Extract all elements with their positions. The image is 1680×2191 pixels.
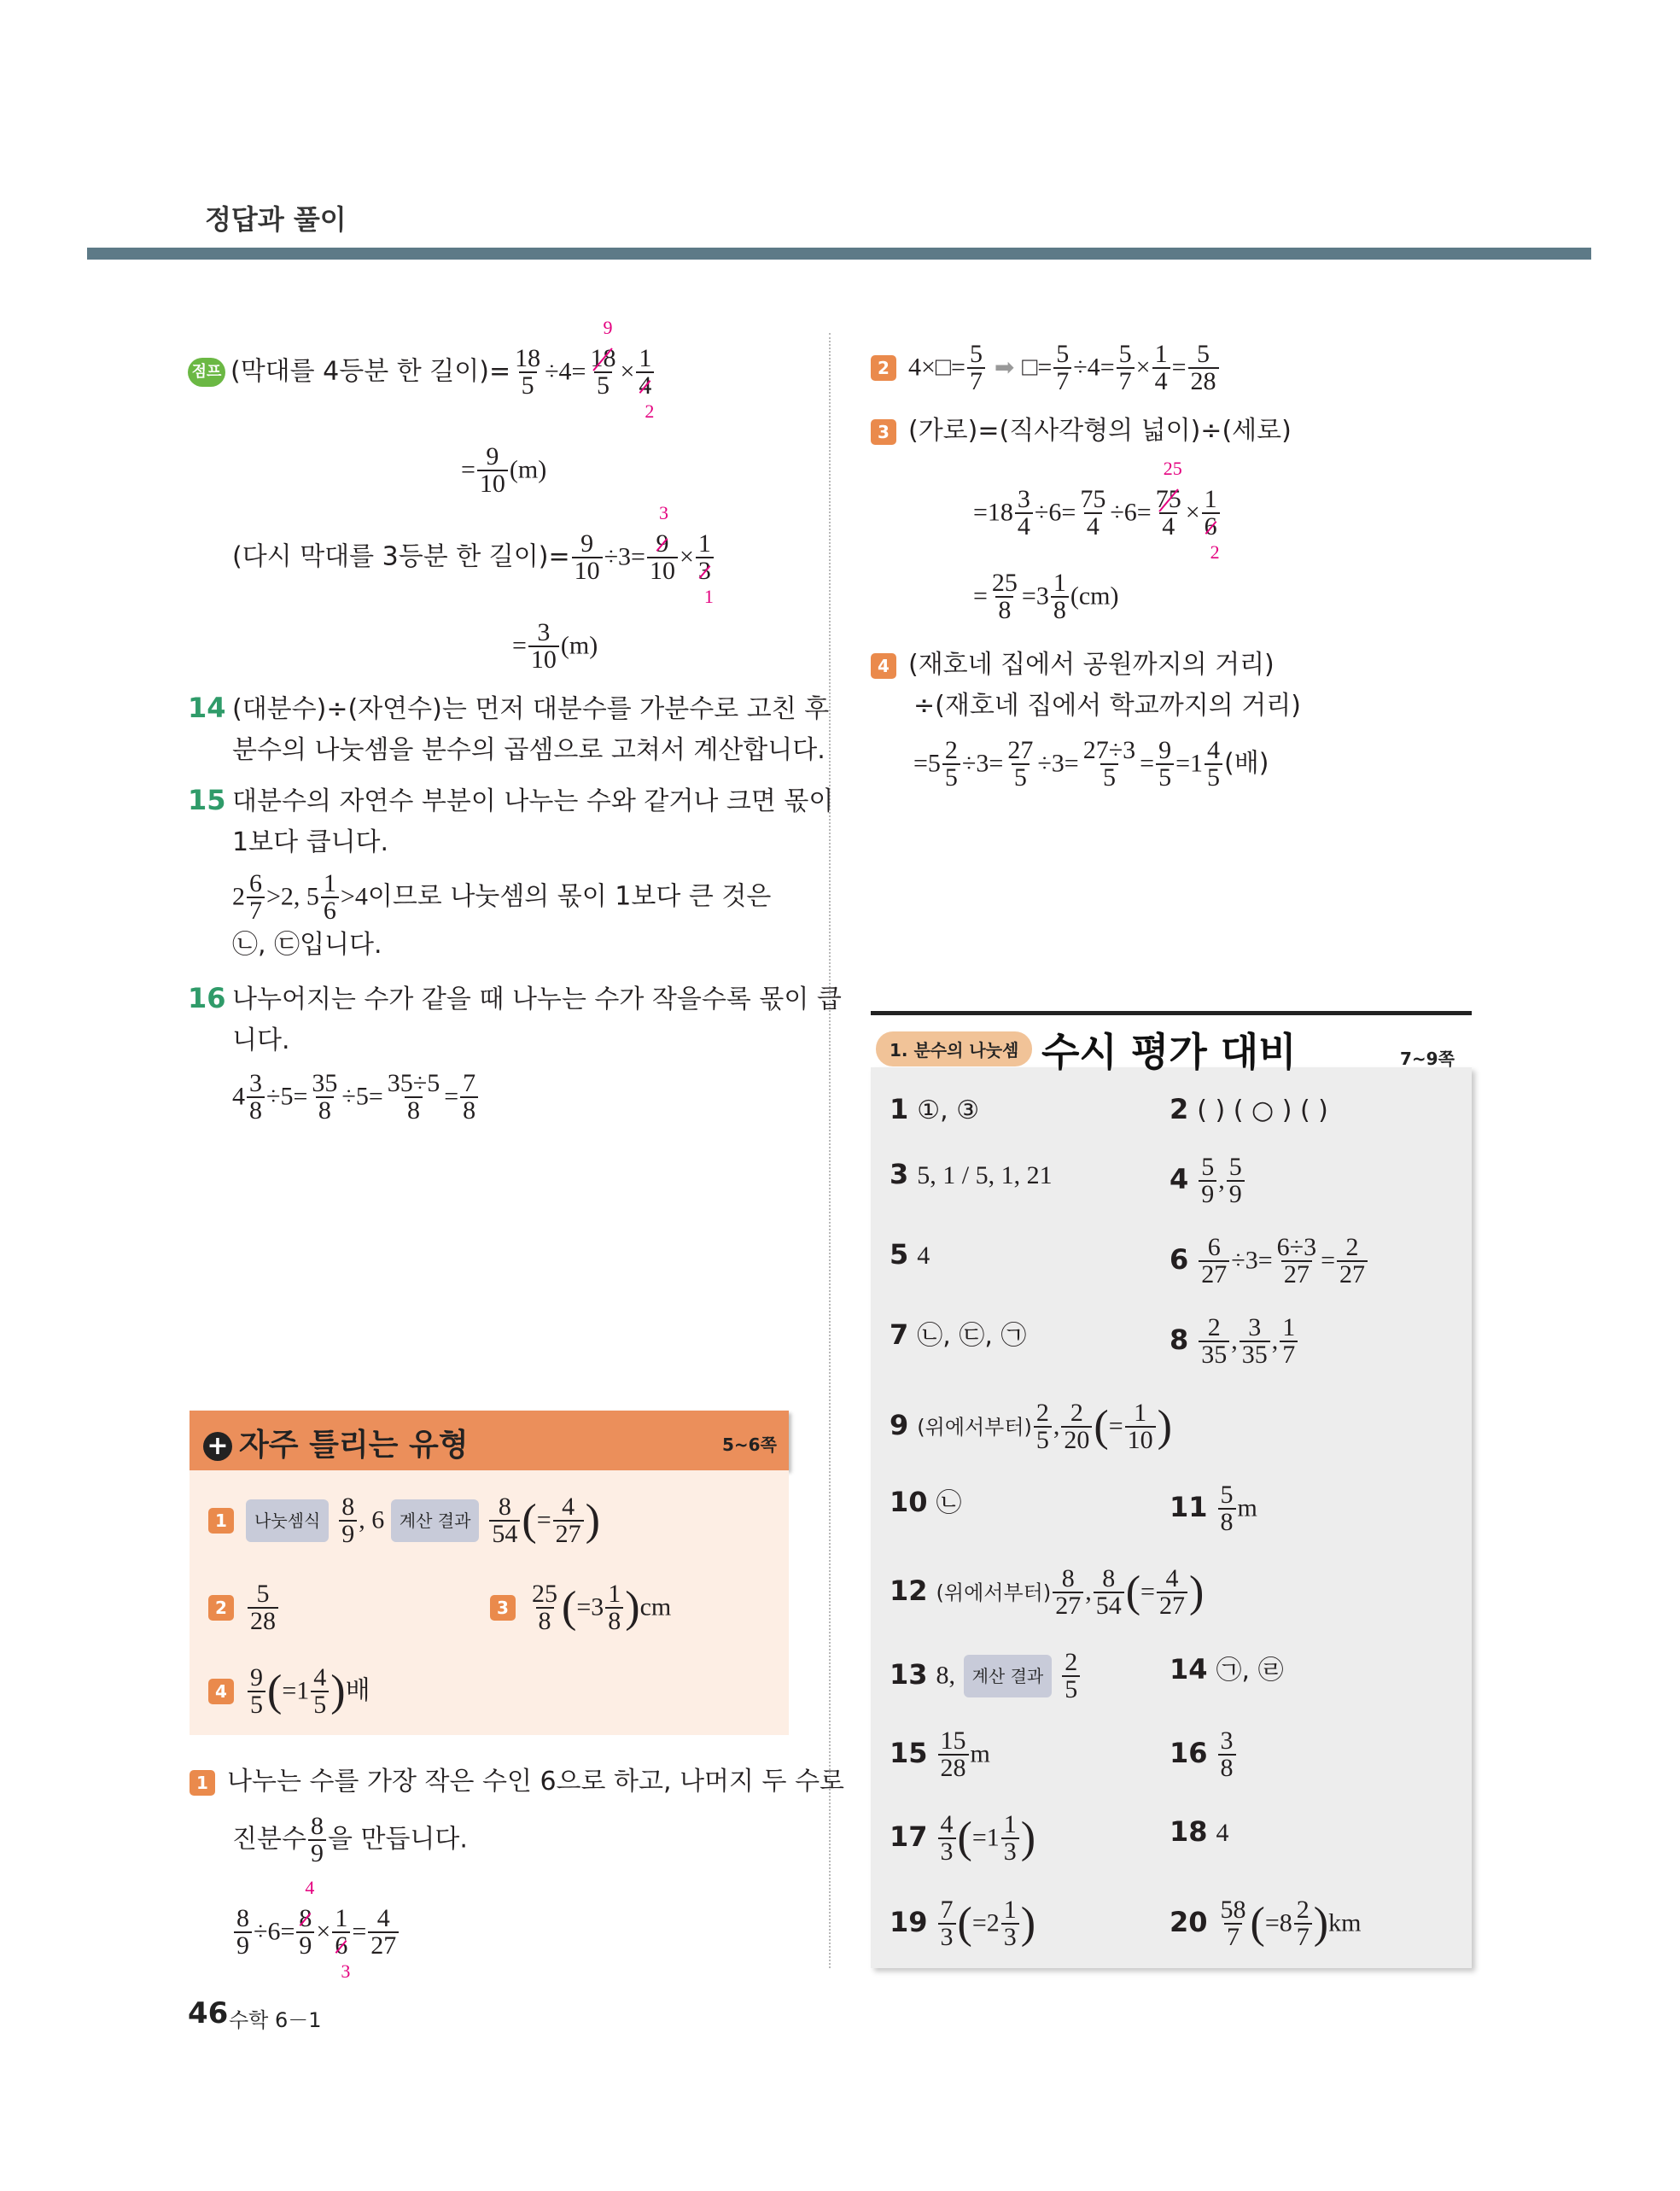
exam-answer-9: 9 (위에서부터) $\frac{2}{5}$ , $\frac{2}{20}$ (= $\frac{1}{10}$ ) — [890, 1399, 1172, 1454]
page-number: 46 — [188, 1996, 229, 2030]
exam-answer-12: 12 (위에서부터) $\frac{8}{27}$ , $\frac{8}{54}$ (= $\frac{4}{27}$ ) — [890, 1564, 1205, 1620]
page-header-title: 정답과 풀이 — [205, 203, 347, 236]
exam-answer-4: 4 $\frac{5}{9}$ , $\frac{5}{9}$ — [1170, 1154, 1246, 1207]
exam-answer-1: 1 ①, ③ — [890, 1093, 980, 1125]
r-answer-4-text-1: 4 (재호네 집에서 공원까지의 거리) — [871, 646, 1275, 685]
exam-top-rule — [871, 1011, 1472, 1015]
explain1-text-1: 1 나누는 수를 가장 작은 수인 6으로 하고, 나머지 두 수로 — [190, 1762, 844, 1802]
frequent-errors-title: + 자주 틀리는 유형 — [203, 1421, 469, 1464]
q14-text-1: (대분수)÷(자연수)는 먼저 대분수를 가분수로 고친 후 — [232, 694, 830, 724]
explain1-text-2: 진분수 $\frac{8}{9}$ 을 만듭니다. — [232, 1812, 468, 1867]
plus-icon: + — [203, 1432, 232, 1461]
r-answer-4-text-2: ÷(재호네 집에서 학교까지의 거리) — [913, 691, 1301, 721]
r-answer-3-formula-2: = $\frac{25}{8}$ =3 $\frac{1}{8}$ (cm) — [973, 569, 1119, 624]
q14-number: 14 — [188, 692, 226, 724]
box-answer-3: 3 $\frac{25}{8}$ (=3 $\frac{1}{8}$ )cm — [490, 1581, 671, 1634]
column-divider — [829, 333, 831, 1968]
exam-answer-2: 2 ( ) ( ○ ) ( ) — [1170, 1093, 1328, 1125]
exam-answer-17: 17 $\frac{4}{3}$ (=1 $\frac{1}{3}$ ) — [890, 1810, 1036, 1866]
exam-answer-15: 15 $\frac{15}{28}$ m — [890, 1727, 990, 1782]
r-answer-3-formula-1: =18 $\frac{3}{4}$ ÷6= $\frac{75}{4}$ ÷6= 75 4 25 × 1 6 2 — [973, 458, 1220, 563]
explain1-formula: $\frac{8}{9}$ ÷6= 8 9 4 × 1 6 3 = $\frac{4}{27}$ — [232, 1906, 400, 1959]
exam-pages: 7~9쪽 — [1400, 1049, 1455, 1069]
q16-formula: 4 $\frac{3}{8}$ ÷5= $\frac{35}{8}$ ÷5= $\frac{35\div 5}{8}$ = $\frac{7}{8}$ — [232, 1071, 480, 1124]
jump-line-2: = $\frac{9}{10}$ (m) — [461, 442, 547, 498]
exam-answer-14: 14 ㉠, ㉣ — [1170, 1653, 1284, 1686]
exam-result-pill: 계산 결과 — [964, 1655, 1053, 1697]
q15-text-1: 대분수의 자연수 부분이 나누는 수와 같거나 크면 몫이 — [232, 786, 834, 816]
exam-chapter-tag: 1. 분수의 나눗셈 — [876, 1031, 1032, 1066]
exam-answer-18: 18 4 — [1170, 1815, 1229, 1848]
q16-number: 16 — [188, 982, 226, 1014]
exam-answer-7: 7 ㉡, ㉢, ㉠ — [890, 1318, 1027, 1351]
footer-subject: 수학 6－1 — [229, 2008, 322, 2032]
q15-number: 15 — [188, 784, 226, 816]
box-answer-2: 2 $\frac{5}{28}$ — [208, 1581, 280, 1634]
jump-badge: 점프 — [188, 358, 225, 387]
result-pill: 계산 결과 — [391, 1499, 480, 1542]
q15-text-4: ㉡, ㉢입니다. — [232, 930, 382, 960]
exam-answer-8: 8 $\frac{2}{35}$ , $\frac{3}{35}$ , $\frac{1}{7}$ — [1170, 1315, 1299, 1368]
r-answer-3-text: 3 (가로)=(직사각형의 넓이)÷(세로) — [871, 412, 1292, 451]
header-divider — [87, 248, 1591, 260]
exam-answer-16: 16 $\frac{3}{8}$ — [1170, 1728, 1238, 1781]
exam-answer-6: 6 $\frac{6}{27}$ ÷3= $\frac{6\div 3}{27}$ = $\frac{2}{27}$ — [1170, 1235, 1369, 1288]
exam-answer-11: 11 $\frac{5}{8}$ m — [1170, 1481, 1257, 1536]
box-answer-4: 4 $\frac{9}{5}$ (=1 $\frac{4}{5}$ )배 — [208, 1665, 370, 1718]
q15-text-2: 1보다 큽니다. — [232, 827, 389, 857]
exam-answer-19: 19 $\frac{7}{3}$ (=2 $\frac{1}{3}$ ) — [890, 1896, 1036, 1951]
r-answer-4-formula: =5 $\frac{2}{5}$ ÷3= $\frac{27}{5}$ ÷3= $\frac{27\div 3}{5}$ = $\frac{9}{5}$ =1 $\frac{4}{5}$ (배) — [913, 736, 1269, 792]
exam-answer-10: 10 ㉡ — [890, 1486, 962, 1518]
box-answer-1: 1 나눗셈식 $\frac{8}{9}$ , 6 계산 결과 $\frac{8}{54}$ (= $\frac{4}{27}$ ) — [208, 1494, 600, 1547]
frequent-errors-pages: 5~6쪽 — [722, 1434, 777, 1455]
exam-answer-20: 20 $\frac{58}{7}$ (=8 $\frac{2}{7}$ )km — [1170, 1896, 1362, 1951]
q16-text-1: 나누어지는 수가 같을 때 나누는 수가 작을수록 몫이 큽 — [232, 984, 842, 1014]
exam-answer-13: 13 8, 계산 결과 $\frac{2}{5}$ — [890, 1650, 1082, 1703]
q14-text-2: 분수의 나눗셈을 분수의 곱셈으로 고쳐서 계산합니다. — [232, 735, 825, 765]
r-answer-2: 2 4×□= $\frac{5}{7}$ ➡ □= $\frac{5}{7}$ ÷4= $\frac{5}{7}$ × $\frac{1}{4}$ = $\frac{5}{28}$ — [871, 342, 1221, 394]
jump-line-4: = $\frac{3}{10}$ (m) — [512, 618, 598, 674]
expression-pill: 나눗셈식 — [246, 1499, 329, 1542]
exam-title: 수시 평가 대비 — [1041, 1029, 1297, 1075]
exam-answer-5: 5 4 — [890, 1238, 930, 1271]
jump-line-1: 점프 (막대를 4등분 한 길이)= $\frac{18}{5}$ ÷4= 18 5 9 × 1 4 2 — [188, 346, 656, 399]
q16-text-2: 니다. — [232, 1025, 290, 1055]
exam-answer-3: 3 5, 1 / 5, 1, 21 — [890, 1158, 1053, 1190]
jump-line-3: (다시 막대를 3등분 한 길이)= $\frac{9}{10}$ ÷3= 9 10 3 × 1 3 1 — [232, 502, 714, 607]
q15-text-3: 2 $\frac{6}{7}$ >2, 5 $\frac{1}{6}$ >4이므로 나눗셈의 몫이 1보다 큰 것은 — [232, 869, 772, 925]
